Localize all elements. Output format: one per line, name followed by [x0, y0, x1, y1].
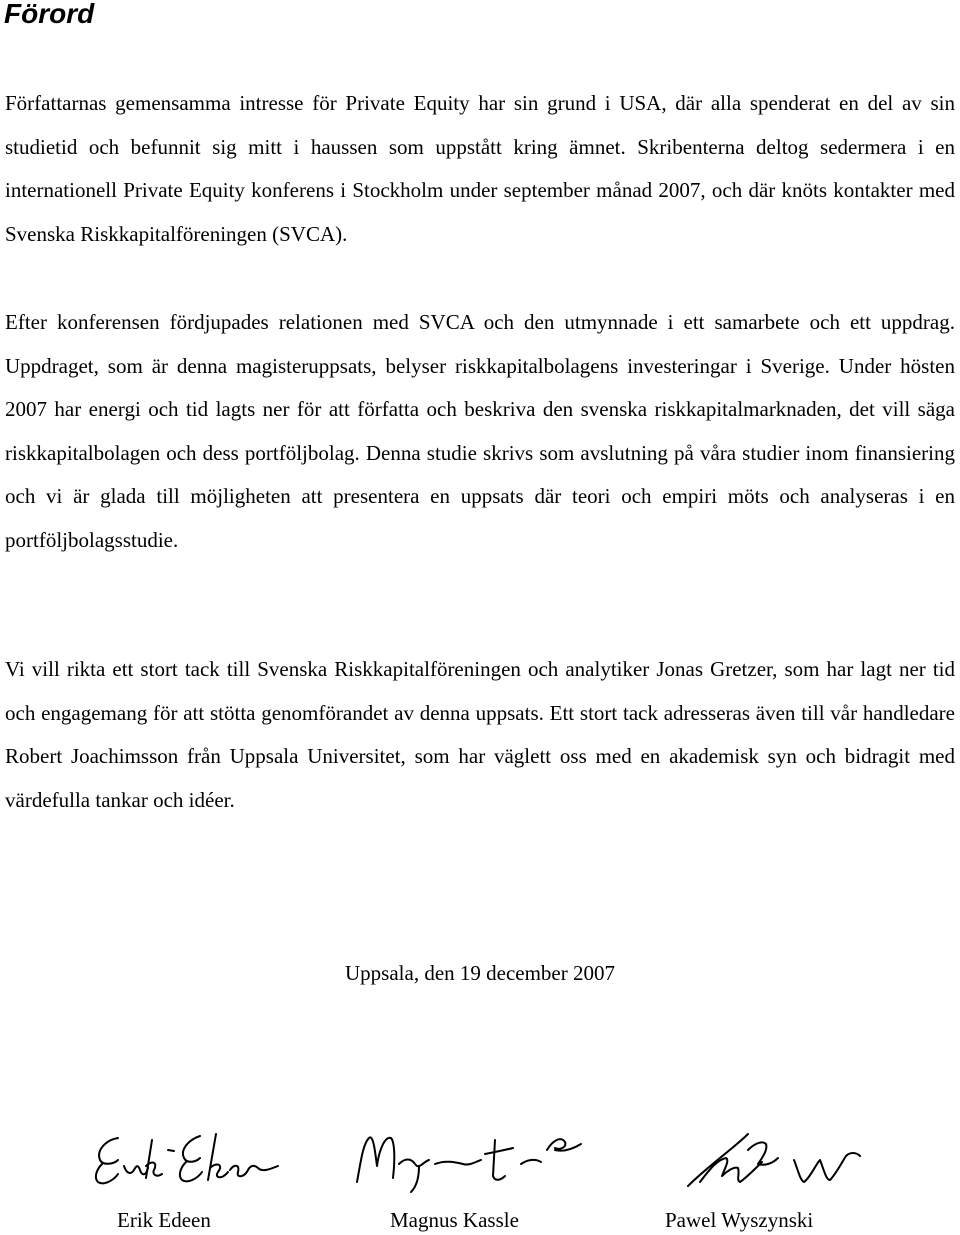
signature-pawel-wyszynski	[678, 1120, 878, 1200]
paragraph-intro: Författarnas gemensamma intresse för Private Equity har sin grund i USA, där alla spenderat en del av sin studietid och befunnit sig mitt i haussen som uppstått kring ämnet. Skribenterna deltog sedermera i en internationell Private Equity konferens i Stockholm under september månad 2007, och där knöts kontakter med Svenska Riskkapitalföreningen (SVCA).	[5, 91, 955, 246]
paragraph-collaboration: Efter konferensen fördjupades relationen med SVCA och den utmynnade i ett samarbete och ett uppdrag. Uppdraget, som är denna magisteruppsats, belyser riskkapitalbolagens investeringar i Sverige. Under hösten 2007 har energi och tid lagts ner för att författa och beskriva den svenska riskkapitalmarknaden, det vill säga riskkapitalbolagen och dess portföljbolag. Denna studie skrivs som avslutning på våra studier inom finansiering och vi är glada till möjligheten att presentera en uppsats där teori och empiri möts och analyseras i en portföljbolagsstudie.	[5, 310, 955, 552]
page-title: Förord	[4, 0, 95, 29]
signature-magnus-kassle	[345, 1120, 590, 1200]
signer-name-magnus-kassle: Magnus Kassle	[390, 1208, 519, 1232]
signature-erik-edeen	[88, 1120, 288, 1200]
signer-name-erik-edeen: Erik Edeen	[117, 1208, 211, 1232]
signer-name-pawel-wyszynski: Pawel Wyszynski	[665, 1208, 814, 1232]
paragraph-acknowledgements: Vi vill rikta ett stort tack till Svenska Riskkapitalföreningen och analytiker Jonas Gretzer, som har lagt ner tid och engagemang för att stötta genomförandet av denna uppsats. Ett stort tack adresseras även till vår handledare Robert Joachimsson från Uppsala Universitet, som har väglett oss med en akademisk syn och bidragit med värdefulla tankar och idéer.	[5, 657, 955, 812]
place-and-date: Uppsala, den 19 december 2007	[345, 961, 615, 985]
